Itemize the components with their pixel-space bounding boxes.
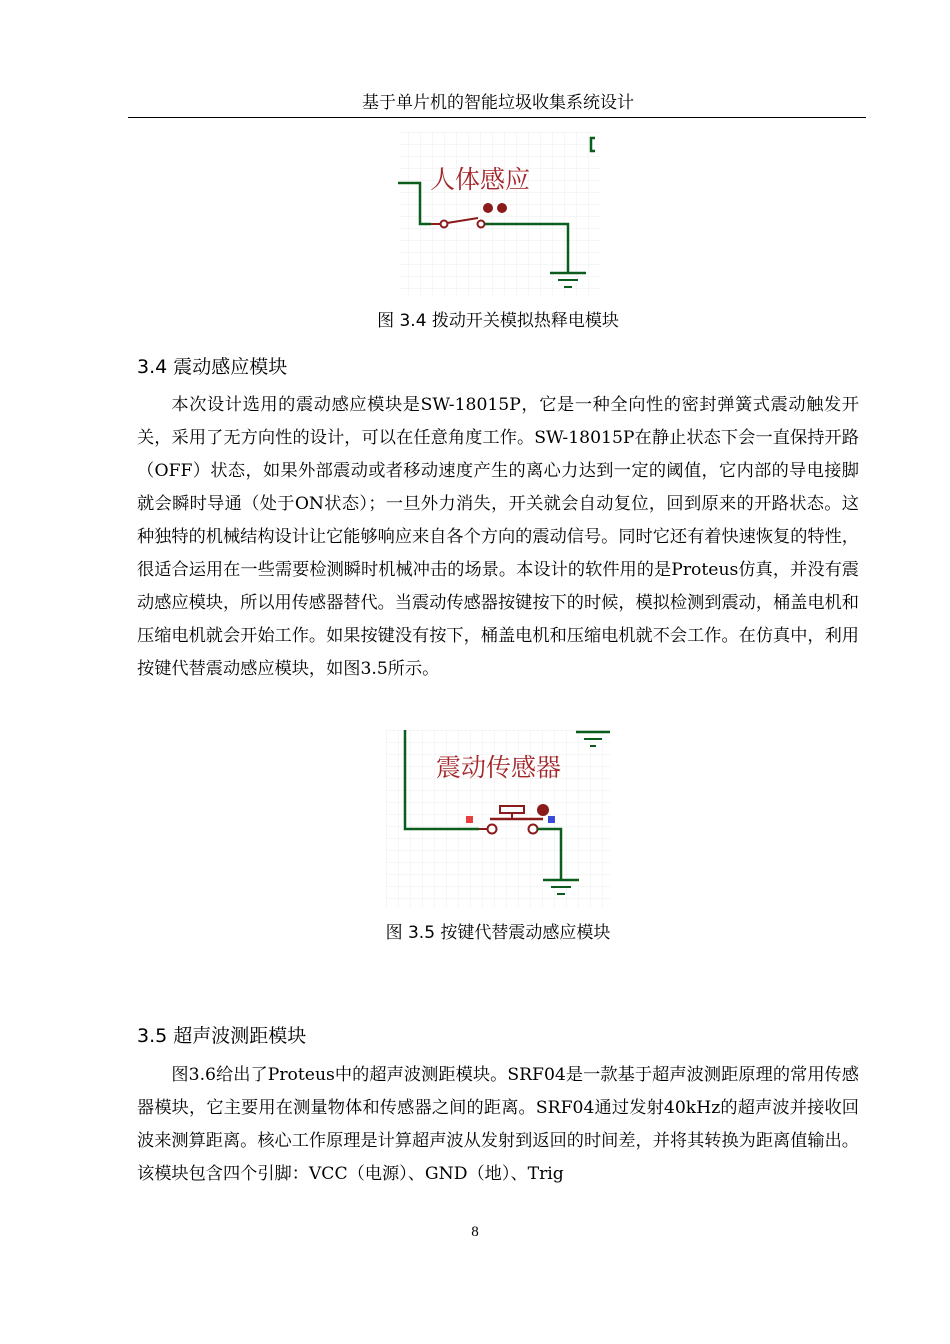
button-cap [500,806,524,813]
figure-caption: 图 3.4 拨动开关模拟热释电模块 [377,311,619,331]
section-title: 3.4 震动感应模块 [137,356,288,378]
switch-knob-2 [497,203,507,213]
page-number: 8 [471,1224,479,1240]
button-indicator [537,804,549,816]
switch-knob-1 [483,203,493,213]
vibration-button-schematic [386,730,611,908]
figure-label: 人体感应 [430,165,531,194]
header-rule [128,117,866,118]
body-paragraph: 图3.6给出了Proteus中的超声波测距模块。SRF04是一款基于超声波测距原理的常用传感器模块，它主要用在测量物体和传感器之间的距离。SRF04通过发射40kHz的超声波并接收回波来测算距离。核心工作原理是计算超声波从发射到返回的时间差，并将其转换为距离值输出。该模块包含四个引脚：VCC（电源）、GND（地）、Trig [137,1065,859,1184]
pin-marker-red [466,816,473,823]
section-title: 3.5 超声波测距模块 [137,1025,307,1047]
figure-label: 震动传感器 [436,753,562,782]
button-contact-right [529,825,538,834]
figure-caption: 图 3.5 按键代替震动感应模块 [385,923,611,943]
pir-switch-schematic [396,132,606,297]
pin-marker-blue [548,816,555,823]
switch-contact-right [478,221,485,228]
body-paragraph: 本次设计选用的震动感应模块是SW-18015P，它是一种全向性的密封弹簧式震动触发开关，采用了无方向性的设计，可以在任意角度工作。SW-18015P在静止状态下会一直保持开路（OFF）状态，如果外部震动或者移动速度产生的离心力达到一定的阈值，它内部的导电接脚就会瞬时导通（处于ON状态）；一旦外力消失，开关就会自动复位，回到原来的开路状态。这种独特的机械结构设计让它能够响应来自各个方向的震动信号。同时它还有着快速恢复的特性，很适合运用在一些需要检测瞬时机械冲击的场景。本设计的软件用的是Proteus仿真，并没有震动感应模块，所以用传感器替代。当震动传感器按键按下的时候，模拟检测到震动，桶盖电机和压缩电机就会开始工作。如果按键没有按下，桶盖电机和压缩电机就不会工作。在仿真中，利用按键代替震动感应模块，如图3.5所示。 [137,395,859,679]
page-header: 基于单片机的智能垃圾收集系统设计 [362,93,634,113]
switch-contact-left [441,221,448,228]
figure-3-5 [386,730,611,908]
button-contact-left [488,825,497,834]
figure-3-4 [396,132,606,297]
